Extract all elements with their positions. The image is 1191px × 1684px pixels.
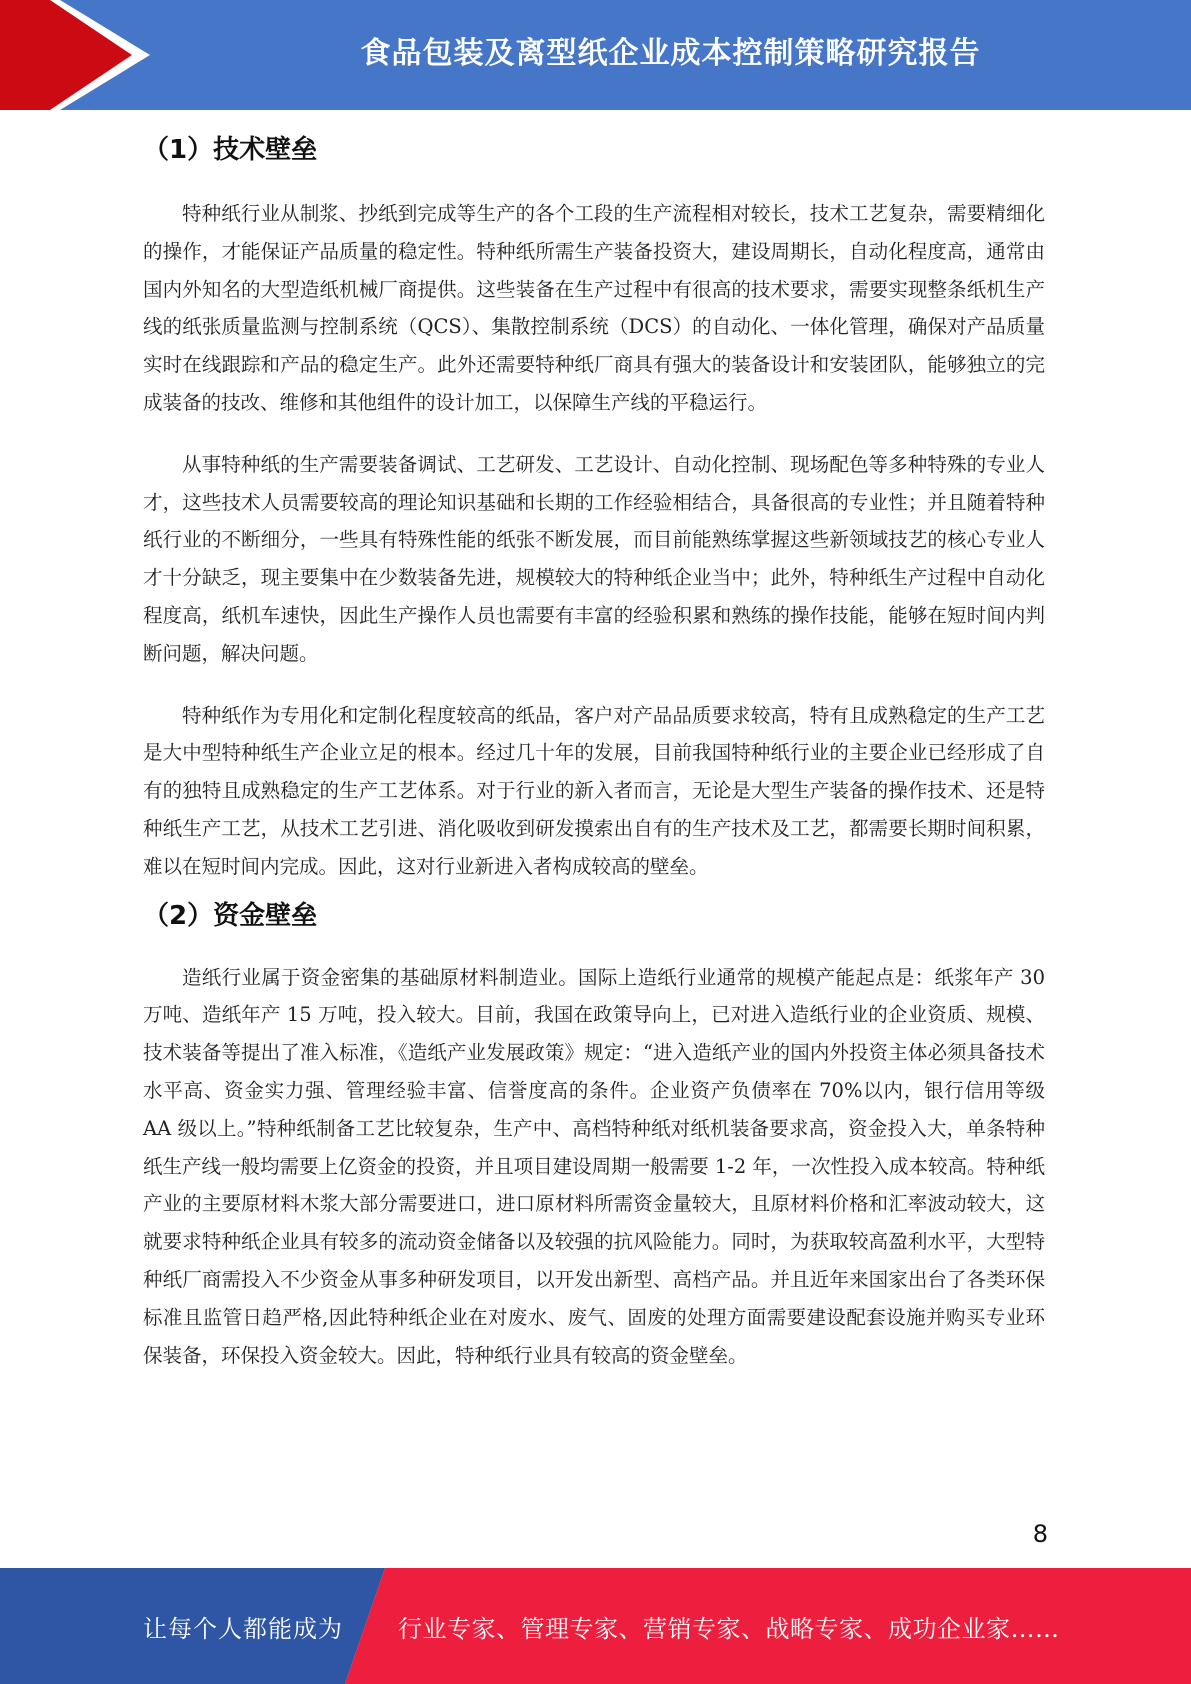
section-heading-technology: （1）技术壁垒 [143,135,318,165]
footer-slogan-left: 让每个人都能成为 [143,1614,343,1643]
page-number: 8 [1032,1520,1048,1548]
page-body [143,128,1045,1374]
paragraph: 特种纸行业从制浆、抄纸到完成等生产的各个工段的生产流程相对较长，技术工艺复杂，需要精细化的操作，才能保证产品质量的稳定性。特种纸所需生产装备投资大，建设周期长，自动化程度高，通常由国内外知名的大型造纸机械厂商提供。这些装备在生产过程中有很高的技术要求，需要实现整条纸机生产线的纸张质量监测与控制系统（QCS）、集散控制系统（DCS）的自动化、一体化管理，确保对产品质量实时在线跟踪和产品的稳定生产。此外还需要特种纸厂商具有强大的装备设计和安装团队，能够独立的完成装备的技改、维修和其他组件的设计加工，以保障生产线的平稳运行。 [143,202,1045,414]
footer-band [0,1568,1191,1684]
section-heading-capital: （2）资金壁垒 [143,900,318,931]
paragraph: 从事特种纸的生产需要装备调试、工艺研发、工艺设计、自动化控制、现场配色等多种特殊的专业人才，这些技术人员需要较高的理论知识基础和长期的工作经验相结合，具备很高的专业性；并且随着特种纸行业的不断细分，一些具有特殊性能的纸张不断发展，而目前能熟练掌握这些新领域技艺的核心专业人才十分缺乏，现主要集中在少数装备先进，规模较大的特种纸企业当中；此外，特种纸生产过程中自动化程度高，纸机车速快，因此生产操作人员也需要有丰富的经验积累和熟练的操作技能，能够在短时间内判断问题，解决问题。 [143,452,1045,665]
footer-slogan-right: 行业专家、管理专家、营销专家、战略专家、成功企业家…… [398,1614,1060,1643]
header-band [0,0,1191,110]
report-title: 食品包装及离型纸企业成本控制策略研究报告 [360,36,981,71]
paragraph: 造纸行业属于资金密集的基础原材料制造业。国际上造纸行业通常的规模产能起点是：纸浆年产 30 万吨、造纸年产 15 万吨，投入较大。目前，我国在政策导向上，已对进入造纸行业的企业资质、规模、技术装备等提出了准入标准，《造纸产业发展政策》规定：“进入造纸产业的国内外投资主体必须具备技术水平高、资金实力强、管理经验丰富、信誉度高的条件。企业资产负债率在 70%以内，银行信用等级 AA 级以上。”特种纸制备工艺比较复杂，生产中、高档特种纸对纸机装备要求高，资金投入大，单条特种纸生产线一般均需要上亿资金的投资，并且项目建设周期一般需要 1-2 年，一次性投入成本较高。特种纸产业的主要原材料木浆大部分需要进口，进口原材料所需资金量较大，且原材料价格和汇率波动较大，这就要求特种纸企业具有较多的流动资金储备以及较强的抗风险能力。同时，为获取较高盈利水平，大型特种纸厂商需投入不少资金从事多种研发项目，以开发出新型、高档产品。并且近年来国家出台了各类环保标准且监管日趋严格,因此特种纸企业在对废水、废气、固废的处理方面需要建设配套设施并购买专业环保装备，环保投入资金较大。因此，特种纸行业具有较高的资金壁垒。 [143,965,1045,1367]
paragraph: 特种纸作为专用化和定制化程度较高的纸品，客户对产品品质要求较高，特有且成熟稳定的生产工艺是大中型特种纸生产企业立足的根本。经过几十年的发展，目前我国特种纸行业的主要企业已经形成了自有的独特且成熟稳定的生产工艺体系。对于行业的新入者而言，无论是大型生产装备的操作技术、还是特种纸生产工艺，从技术工艺引进、消化吸收到研发摸索出自有的生产技术及工艺，都需要长期时间积累，难以在短时间内完成。因此，这对行业新进入者构成较高的壁垒。 [143,703,1045,878]
